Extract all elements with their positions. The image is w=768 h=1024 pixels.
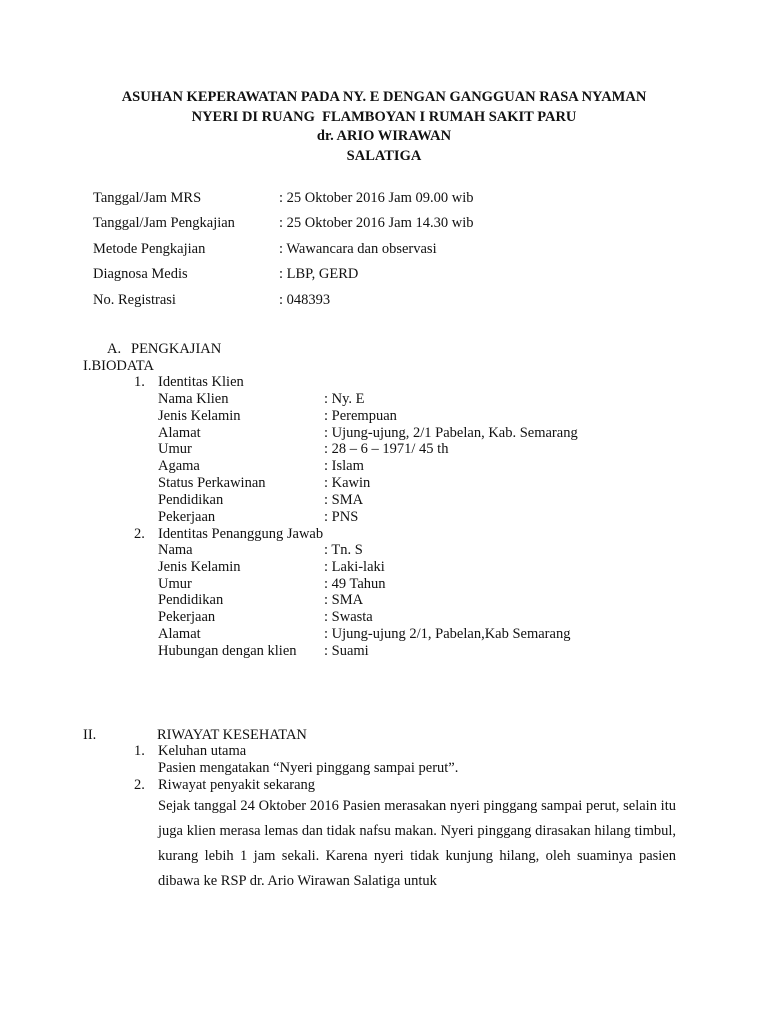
row-label: Alamat xyxy=(158,625,201,642)
list-title: Identitas Penanggung Jawab xyxy=(158,526,324,542)
row-value: : Ujung-ujung 2/1, Pabelan,Kab Semarang xyxy=(324,625,571,642)
row-label: Status Perkawinan xyxy=(158,474,266,491)
keluhan-utama-text: Pasien mengatakan “Nyeri pinggang sampai perut”. xyxy=(158,760,459,776)
title-line-4: SALATIGA xyxy=(346,147,422,164)
row-label: Nama Klien xyxy=(158,391,229,407)
info-label: Metode Pengkajian xyxy=(93,240,206,257)
row-label: Agama xyxy=(158,458,200,475)
list-title: Identitas Klien xyxy=(158,374,244,390)
row-label: Nama xyxy=(158,542,193,558)
section-a-heading xyxy=(107,340,221,358)
title-line-1: ASUHAN KEPERAWATAN PADA NY. E DENGAN GANGGUAN RASA NYAMAN xyxy=(121,89,647,105)
row-value: : Tn. S xyxy=(324,542,363,558)
info-value: : Wawancara dan observasi xyxy=(279,240,437,257)
list-number: 1. xyxy=(134,743,145,759)
identitas-penanggung-jawab-heading xyxy=(134,526,323,543)
row-value: : Swasta xyxy=(324,609,373,626)
info-label: No. Registrasi xyxy=(93,291,176,308)
section-ii-title: RIWAYAT KESEHATAN xyxy=(157,727,307,743)
row-label: Pekerjaan xyxy=(158,508,216,525)
list-number: 2. xyxy=(134,526,145,542)
row-label: Jenis Kelamin xyxy=(158,558,241,575)
riwayat-penyakit-paragraph: Sejak tanggal 24 Oktober 2016 Pasien merasakan nyeri pinggang sampai perut, selain itu juga klien merasa lemas dan tidak nafsu makan. Nyeri pinggang dirasakan hilang timbul, kurang lebih 1 jam sekali. Karena nyeri tidak kunjung hilang, oleh suaminya pasien dibawa ke RSP dr. Ario Wirawan Salatiga untuk xyxy=(158,798,676,889)
section-biodata-heading: I.BIODATA xyxy=(83,358,154,374)
info-label: Tanggal/Jam Pengkajian xyxy=(93,215,235,232)
info-value: : 25 Oktober 2016 Jam 09.00 wib xyxy=(279,190,474,206)
info-value: : 048393 xyxy=(279,291,331,308)
row-label: Pendidikan xyxy=(158,592,224,609)
row-value: : Islam xyxy=(324,458,364,475)
row-value: : Ny. E xyxy=(324,391,365,407)
info-label: Tanggal/Jam MRS xyxy=(93,190,202,206)
row-label: Pendidikan xyxy=(158,491,224,508)
section-ii-heading xyxy=(83,726,307,744)
section-a-number: A. xyxy=(107,341,122,357)
list-number: 1. xyxy=(134,374,145,390)
title-line-2: NYERI DI RUANG FLAMBOYAN I RUMAH SAKIT PARU xyxy=(191,108,577,125)
row-value: : SMA xyxy=(324,592,364,609)
section-ii-number: II. xyxy=(83,727,97,743)
info-value: : 25 Oktober 2016 Jam 14.30 wib xyxy=(279,215,474,232)
row-value: : Ujung-ujung, 2/1 Pabelan, Kab. Semarang xyxy=(324,424,578,441)
row-value: : Perempuan xyxy=(324,407,397,424)
row-label: Pekerjaan xyxy=(158,609,216,626)
row-label: Jenis Kelamin xyxy=(158,407,241,424)
row-label: Hubungan dengan klien xyxy=(158,642,297,659)
identitas-klien-heading xyxy=(134,374,244,391)
title-line-3: dr. ARIO WIRAWAN xyxy=(316,128,452,144)
info-value: : LBP, GERD xyxy=(279,266,359,283)
list-title: Keluhan utama xyxy=(158,743,247,759)
row-label: Umur xyxy=(158,575,192,592)
row-value: : Suami xyxy=(324,642,369,659)
row-value: : PNS xyxy=(324,508,359,525)
row-label: Alamat xyxy=(158,424,201,441)
row-value: : Laki-laki xyxy=(324,558,385,575)
row-value: : 49 Tahun xyxy=(324,575,386,592)
row-value: : 28 – 6 – 1971/ 45 th xyxy=(324,441,449,458)
riwayat-penyakit-heading xyxy=(134,777,315,794)
list-number: 2. xyxy=(134,777,145,793)
row-value: : SMA xyxy=(324,491,364,508)
keluhan-utama-heading xyxy=(134,743,246,760)
row-value: : Kawin xyxy=(324,474,371,491)
info-label: Diagnosa Medis xyxy=(93,266,188,283)
list-title: Riwayat penyakit sekarang xyxy=(158,777,316,793)
document-title xyxy=(0,88,768,166)
section-a-title: PENGKAJIAN xyxy=(131,341,222,357)
row-label: Umur xyxy=(158,441,192,458)
